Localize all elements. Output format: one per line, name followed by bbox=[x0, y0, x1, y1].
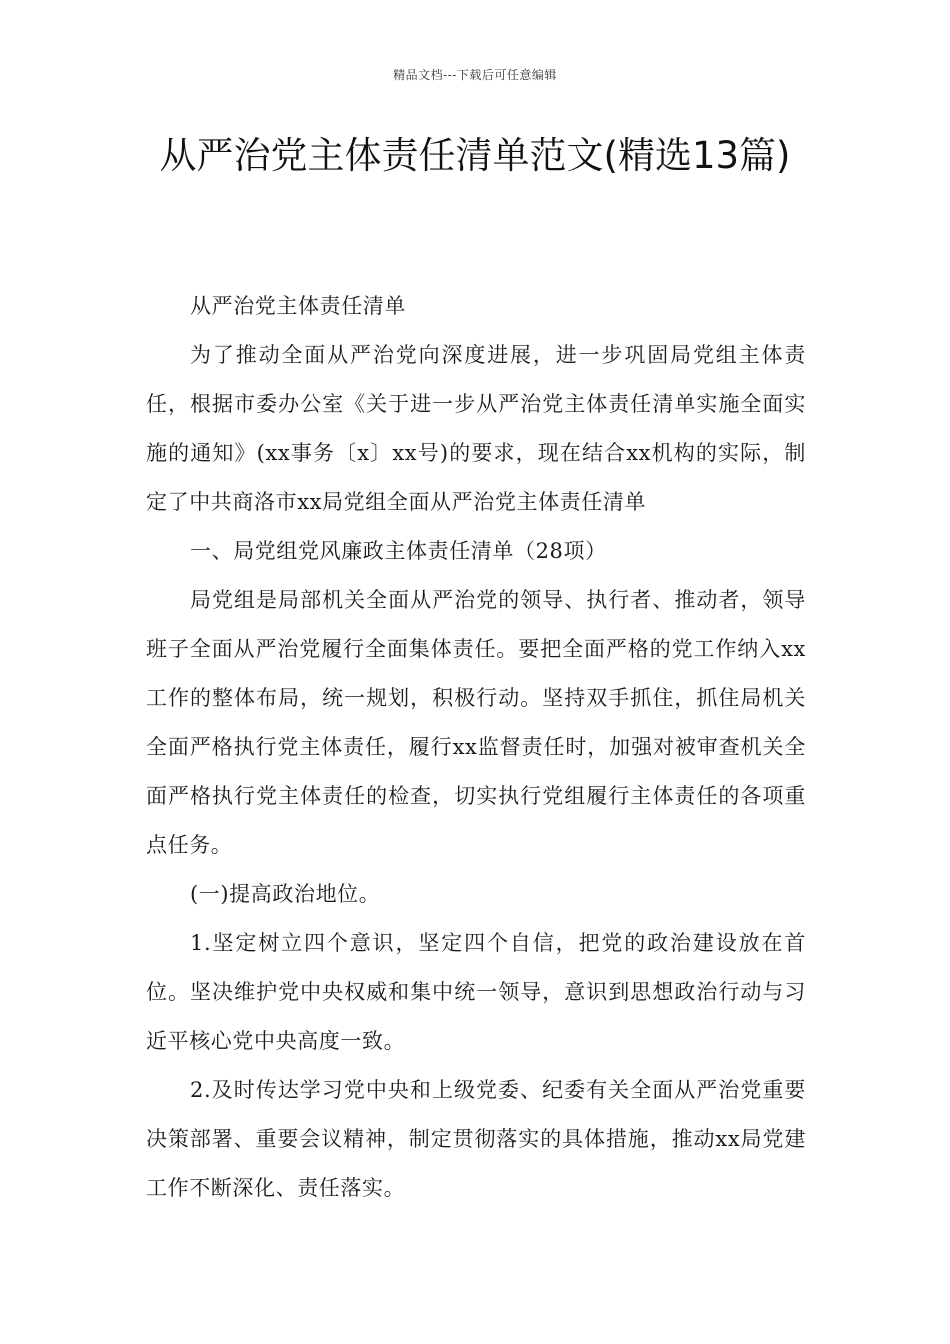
paragraph-party-group: 局党组是局部机关全面从严治党的领导、执行者、推动者，领导班子全面从严治党履行全面集体责任。要把全面严格的党工作纳入xx工作的整体布局，统一规划，积极行动。坚持双手抓住，抓住局机关全面严格执行党主体责任，履行xx监督责任时，加强对被审查机关全面严格执行党主体责任的检查，切实执行党组履行主体责任的各项重点任务。 bbox=[146, 588, 806, 857]
list-item-2: 2.及时传达学习党中央和上级党委、纪委有关全面从严治党重要决策部署、重要会议精神，制定贯彻落实的具体措施，推动xx局党建工作不断深化、责任落实。 bbox=[146, 1078, 806, 1200]
document-body bbox=[146, 282, 806, 1213]
paragraph-intro: 为了推动全面从严治党向深度进展，进一步巩固局党组主体责任，根据市委办公室《关于进一步从严治党主体责任清单实施全面实施的通知》(xx事务〔x〕xx号)的要求，现在结合xx机构的实际，制定了中共商洛市xx局党组全面从严治党主体责任清单 bbox=[146, 343, 806, 514]
paragraph-subtitle: 从严治党主体责任清单 bbox=[190, 294, 406, 318]
section-heading-1: 一、局党组党风廉政主体责任清单（28项） bbox=[190, 539, 607, 563]
document-title: 从严治党主体责任清单范文(精选13篇) bbox=[159, 134, 791, 177]
subsection-heading-1: (一)提高政治地位。 bbox=[190, 882, 381, 906]
list-item-1: 1.坚定树立四个意识，坚定四个自信，把党的政治建设放在首位。坚决维护党中央权威和集中统一领导，意识到思想政治行动与习近平核心党中央高度一致。 bbox=[146, 931, 806, 1053]
header-note: 精品文档---下载后可任意编辑 bbox=[393, 68, 557, 82]
